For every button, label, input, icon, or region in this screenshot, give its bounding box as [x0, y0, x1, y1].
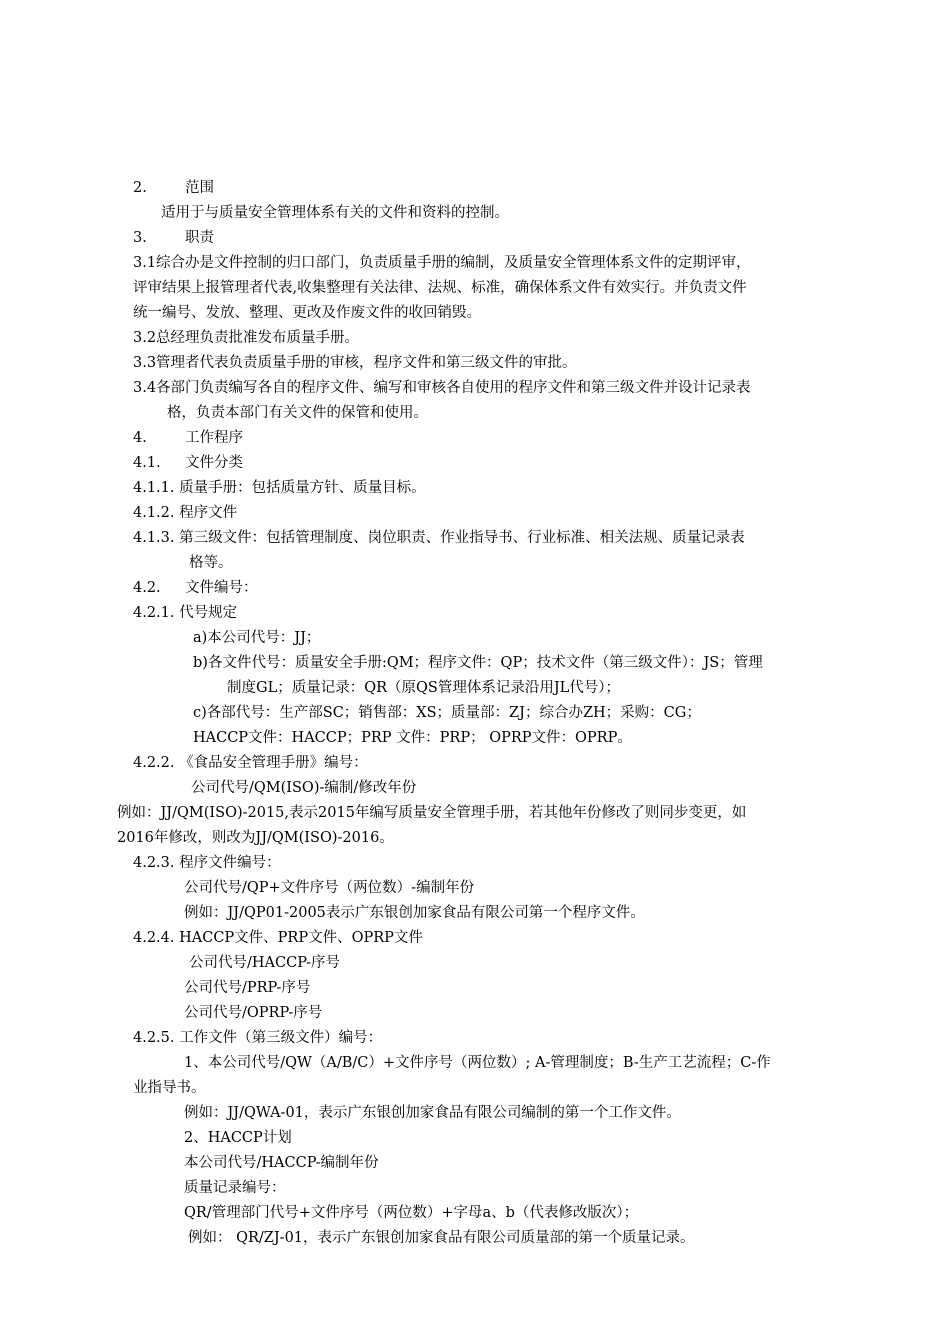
paragraph: 格，负责本部门有关文件的保管和使用。 [167, 405, 428, 421]
paragraph: 公司代号/QM(ISO)-编制/修改年份 [191, 780, 417, 796]
list-item: c)各部代号：生产部SC；销售部：XS；质量部：ZJ；综合办ZH；采购：CG； [193, 705, 701, 721]
list-item: 制度GL；质量记录：QR（原QS管理体系记录沿用JL代号）； [227, 680, 621, 696]
list-item: a)本公司代号：JJ； [193, 630, 321, 646]
paragraph: 4.2.3. 程序文件编号： [133, 855, 281, 871]
paragraph: 公司代号/HACCP-序号 [189, 955, 341, 971]
section-heading-responsibilities: 3. 职责 [133, 230, 214, 246]
paragraph: 4.1.2. 程序文件 [133, 505, 238, 521]
subsection-heading: 4.1. 文件分类 [133, 455, 243, 471]
paragraph: 本公司代号/HACCP-编制年份 [184, 1155, 379, 1171]
paragraph: 例如：JJ/QP01-2005表示广东银创加家食品有限公司第一个程序文件。 [184, 905, 645, 921]
paragraph: 例如： QR/ZJ-01，表示广东银创加家食品有限公司质量部的第一个质量记录。 [188, 1230, 695, 1246]
paragraph: 3.1综合办是文件控制的归口部门，负责质量手册的编制，及质量安全管理体系文件的定期评审， [133, 255, 751, 271]
list-item: b)各文件代号：质量安全手册:QM；程序文件：QP；技术文件（第三级文件）：JS；管理 [193, 655, 763, 671]
paragraph: 例如：JJ/QWA-01，表示广东银创加家食品有限公司编制的第一个工作文件。 [184, 1105, 681, 1121]
paragraph: 4.2.1. 代号规定 [133, 605, 238, 621]
paragraph: 3.4各部门负责编写各自的程序文件、编写和审核各自使用的程序文件和第三级文件并设计记录表 [133, 380, 751, 396]
subsection-heading: 4.2. 文件编号： [133, 580, 258, 596]
paragraph: 4.2.2. 《食品安全管理手册》编号： [133, 755, 368, 771]
paragraph: 1、本公司代号/QW（A/B/C）+文件序号（两位数）; A-管理制度；B-生产工艺流程；C-作 [184, 1055, 771, 1071]
paragraph: 统一编号、发放、整理、更改及作废文件的收回销毁。 [133, 305, 481, 321]
paragraph: 4.2.5. 工作文件（第三级文件）编号： [133, 1030, 383, 1046]
paragraph: 质量记录编号： [184, 1180, 286, 1196]
paragraph: 格等。 [189, 555, 233, 571]
paragraph: 例如：JJ/QM(ISO)-2015,表示2015年编写质量安全管理手册，若其他年份修改了则同步变更，如 [117, 805, 747, 821]
section-heading-scope: 2. 范围 [133, 180, 214, 196]
list-item: HACCP文件：HACCP；PRP 文件：PRP； OPRP文件：OPRP。 [193, 730, 632, 746]
paragraph: 4.1.1. 质量手册：包括质量方针、质量目标。 [133, 480, 426, 496]
paragraph: 4.2.4. HACCP文件、PRP文件、OPRP文件 [133, 930, 423, 946]
paragraph: 公司代号/QP+文件序号（两位数）-编制年份 [184, 880, 475, 896]
paragraph: QR/管理部门代号+文件序号（两位数）+字母a、b（代表修改版次）； [184, 1205, 639, 1221]
paragraph: 业指导书。 [133, 1080, 206, 1096]
paragraph: 2、HACCP计划 [184, 1130, 292, 1146]
paragraph: 评审结果上报管理者代表,收集整理有关法律、法规、标准，确保体系文件有效实行。并负责文件 [133, 280, 747, 296]
paragraph: 4.1.3. 第三级文件：包括管理制度、岗位职责、作业指导书、行业标准、相关法规、质量记录表 [133, 530, 745, 546]
paragraph: 3.2总经理负责批准发布质量手册。 [133, 330, 360, 346]
paragraph: 2016年修改，则改为JJ/QM(ISO)-2016。 [117, 830, 394, 846]
section-heading-procedure: 4. 工作程序 [133, 430, 243, 446]
paragraph: 公司代号/PRP-序号 [184, 980, 311, 996]
paragraph: 3.3管理者代表负责质量手册的审核，程序文件和第三级文件的审批。 [133, 355, 577, 371]
paragraph: 公司代号/OPRP-序号 [184, 1005, 323, 1021]
paragraph: 适用于与质量安全管理体系有关的文件和资料的控制。 [161, 205, 509, 221]
